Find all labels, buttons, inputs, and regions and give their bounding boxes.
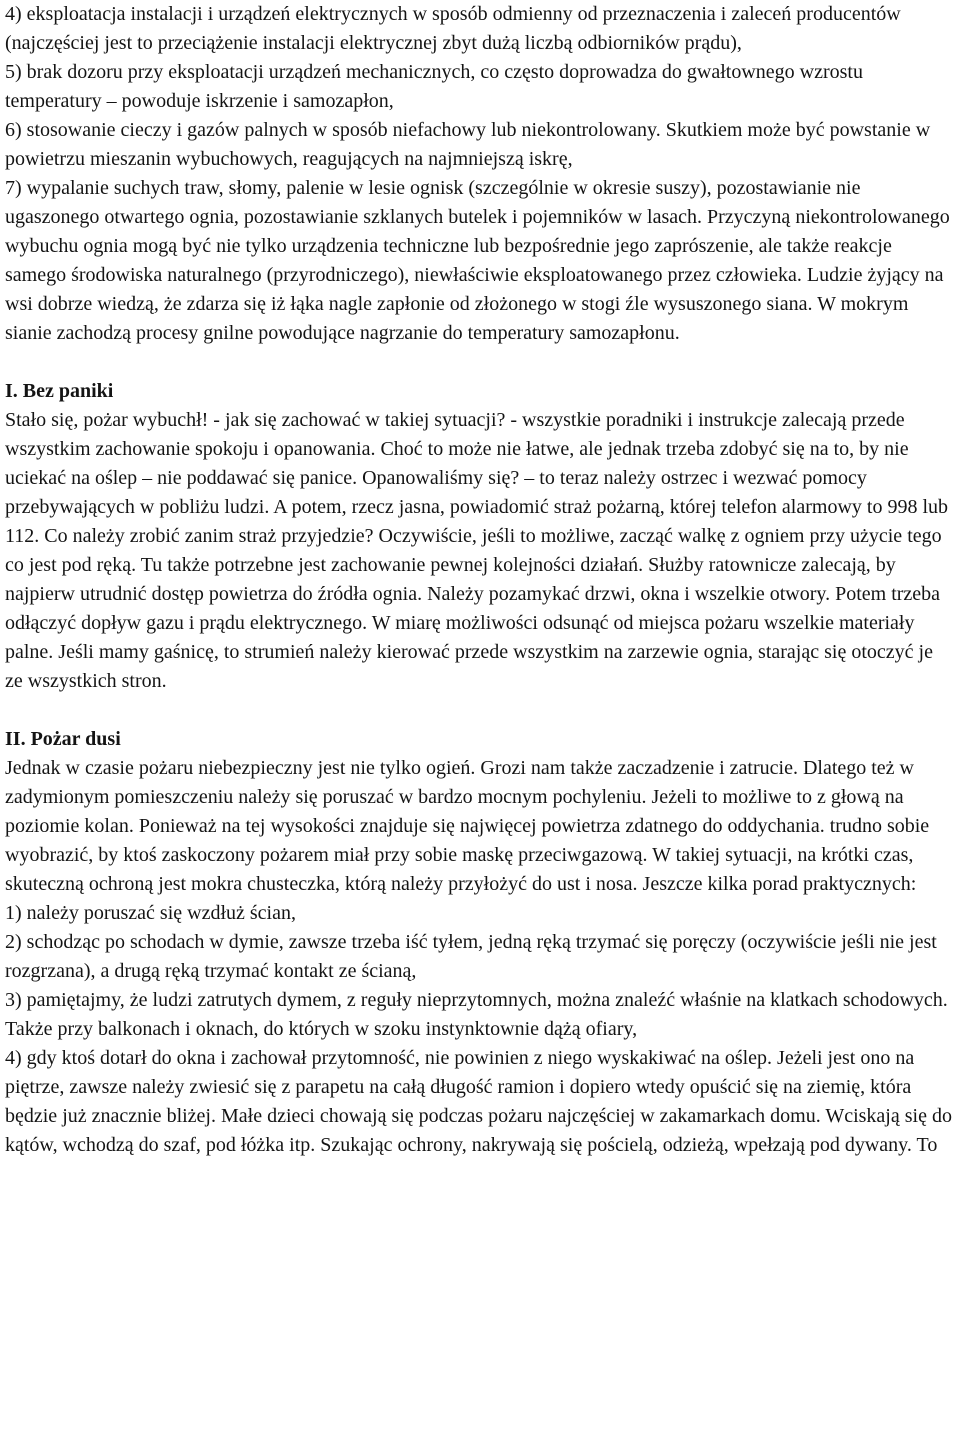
spacer — [5, 348, 955, 377]
list-item: 7) wypalanie suchych traw, słomy, palenie w lesie ognisk (szczególnie w okresie suszy), pozostawianie nie ugaszonego otwartego ognia, pozostawianie szklanych butelek i pojemników w lasach. Przyczyną niekontrolowanego wybuchu ognia mogą być nie tylko urządzenia techniczne lub bezpośrednie jego zaprószenie, ale także reakcje samego środowiska naturalnego (przyrodniczego), niewłaściwie eksploatowanego przez człowieka. Ludzie żyjący na wsi dobrze wiedzą, że zdarza się iż łąka nagle zapłonie od złożonego w stogi źle wysuszonego siana. W mokrym sianie zachodzą procesy gnilne powodujące nagrzanie do temperatury samozapłonu. — [5, 177, 950, 344]
section-body: Jednak w czasie pożaru niebezpieczny jest nie tylko ogień. Grozi nam także zaczadzenie i zatrucie. Dlatego też w zadymionym pomieszczeniu należy się poruszać w bardzo mocnym pochyleniu. Jeżeli to możliwe to z głową na poziomie kolan. Ponieważ na tej wysokości znajduje się najwięcej powietrza zdatnego do oddychania. trudno sobie wyobrazić, by ktoś zaskoczony pożarem miał przy sobie maskę przeciwgazową. W takiej sytuacji, na krótki czas, skuteczną ochroną jest mokra chusteczka, którą należy przyłożyć do ust i nosa. Jeszcze kilka porad praktycznych: — [5, 757, 930, 895]
list-item: 6) stosowanie cieczy i gazów palnych w sposób niefachowy lub niekontrolowany. Skutkiem może być powstanie w powietrzu mieszanin wybuchowych, reagujących na najmniejszą iskrę, — [5, 119, 931, 170]
document-page — [5, 0, 955, 1160]
list-item: 3) pamiętajmy, że ludzi zatrutych dymem, z reguły nieprzytomnych, można znaleźć właśnie na klatkach schodowych. Także przy balkonach i oknach, do których w szoku instynktownie dążą ofiary, — [5, 989, 948, 1040]
section-heading: II. Pożar dusi — [5, 728, 121, 750]
list-item: 4) eksploatacja instalacji i urządzeń elektrycznych w sposób odmienny od przeznaczenia i zaleceń producentów (najczęściej jest to przeciążenie instalacji elektrycznej zbyt dużą liczbą odbiorników prądu), — [5, 3, 901, 54]
spacer — [5, 696, 955, 725]
section-bez-paniki — [5, 377, 955, 696]
list-item: 5) brak dozoru przy eksploatacji urządzeń mechanicznych, co często doprowadza do gwałtownego wzrostu temperatury – powoduje iskrzenie i samozapłon, — [5, 61, 863, 112]
section-pozar-dusi — [5, 725, 955, 1160]
list-item: 1) należy poruszać się wzdłuż ścian, — [5, 902, 296, 924]
section-heading: I. Bez paniki — [5, 380, 114, 402]
section-body: Stało się, pożar wybuchł! - jak się zachować w takiej sytuacji? - wszystkie poradniki i instrukcje zalecają przede wszystkim zachowanie spokoju i opanowania. Choć to może nie łatwe, ale jednak trzeba zdobyć się na to, by nie uciekać na oślep – nie poddawać się panice. Opanowaliśmy się? – to teraz należy ostrzec i wezwać pomocy przebywających w pobliżu ludzi. A potem, rzecz jasna, powiadomić straż pożarną, której telefon alarmowy to 998 lub 112. Co należy zrobić zanim straż przyjedzie? Oczywiście, jeśli to możliwe, zacząć walkę z ogniem przy użycie tego co jest pod ręką. Tu także potrzebne jest zachowanie pewnej kolejności działań. Służby ratownicze zalecają, by najpierw utrudnić dostęp powietrza do źródła ognia. Należy pozamykać drzwi, okna i wszelkie otwory. Potem trzeba odłączyć dopływ gazu i prądu elektrycznego. W miarę możliwości odsunąć od miejsca pożaru wszelkie materiały palne. Jeśli mamy gaśnicę, to strumień należy kierować przede wszystkim na zarzewie ognia, starając się otoczyć je ze wszystkich stron. — [5, 409, 949, 692]
list-item: 2) schodząc po schodach w dymie, zawsze trzeba iść tyłem, jedną ręką trzymać się poręczy (oczywiście jeśli nie jest rozgrzana), a drugą ręką trzymać kontakt ze ścianą, — [5, 931, 937, 982]
list-item: 4) gdy ktoś dotarł do okna i zachował przytomność, nie powinien z niego wyskakiwać na oślep. Jeżeli jest ono na piętrze, zawsze należy zwiesić się z parapetu na całą długość ramion i dopiero wtedy opuścić się na ziemię, która będzie już znacznie bliżej. Małe dzieci chowają się podczas pożaru najczęściej w zakamarkach domu. Wciskają się do kątów, wchodzą do szaf, pod łóżka itp. Szukając ochrony, nakrywają się pościelą, odzieżą, wpełzają pod dywany. To — [5, 1047, 952, 1156]
intro-section — [5, 0, 955, 348]
